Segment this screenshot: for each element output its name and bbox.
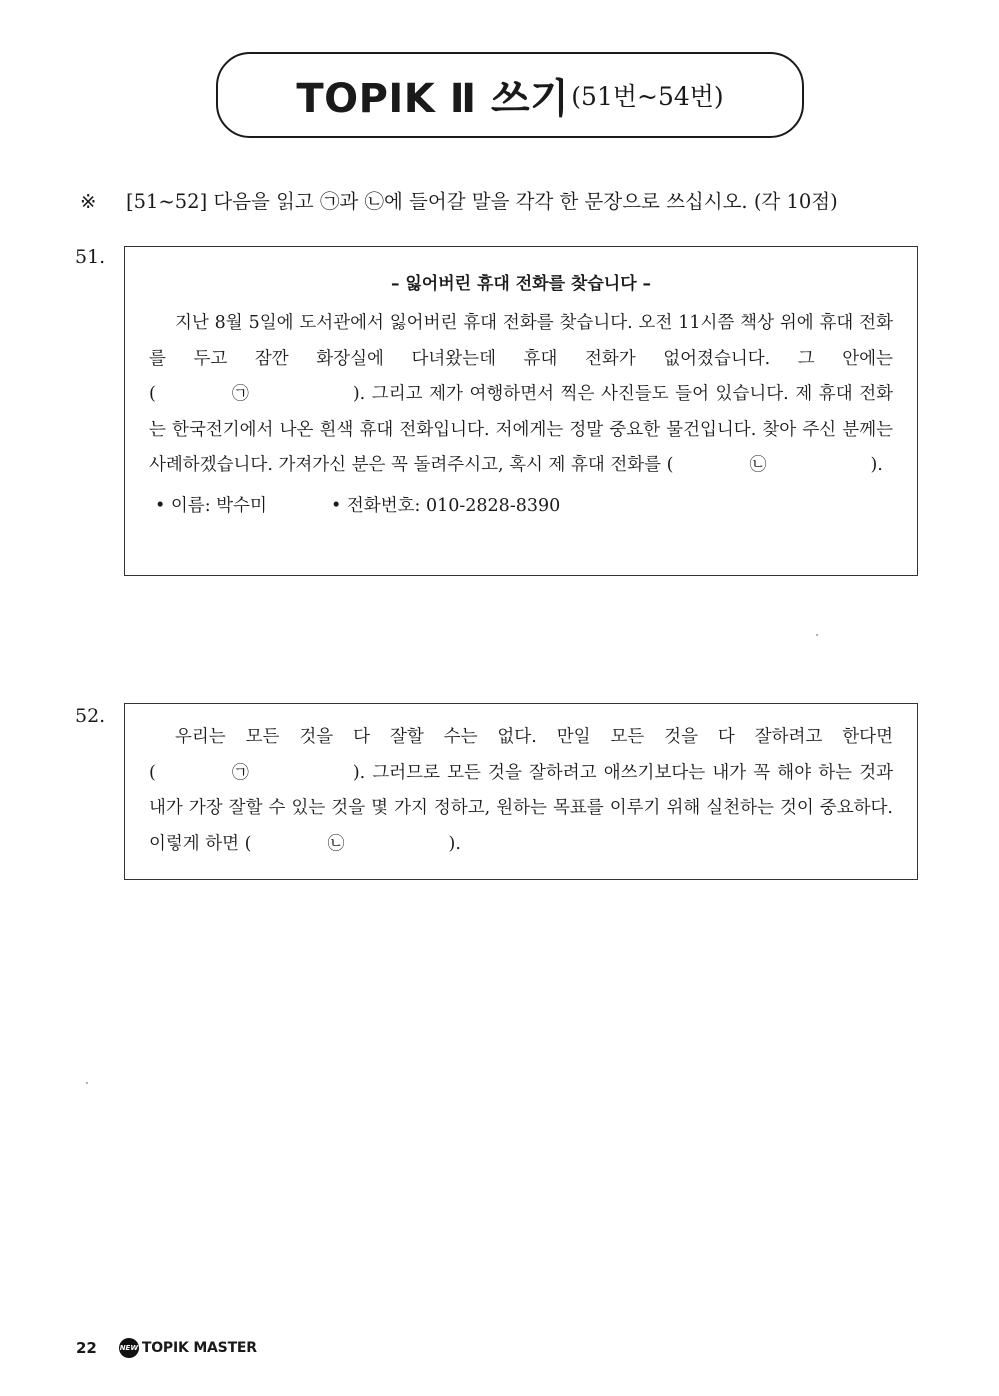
instruction-text: [51~52] 다음을 읽고 ㉠과 ㉡에 들어갈 말을 각각 한 문장으로 쓰십시오. (각 10점) bbox=[126, 190, 838, 213]
blank-1: ( ㉠ ) bbox=[149, 384, 360, 404]
passage-body bbox=[149, 720, 893, 862]
blank-marker-1: ㉠ bbox=[231, 384, 249, 404]
blank-1: ( ㉠ ) bbox=[149, 762, 360, 783]
contact-name: • 이름: 박수미 bbox=[155, 495, 267, 516]
title-box bbox=[216, 52, 804, 138]
scan-speck bbox=[86, 1082, 88, 1084]
new-badge-icon: NEW bbox=[119, 1338, 139, 1358]
passage-text-b: . 그러므로 모든 것을 잘하려고 애쓰기보다는 내가 꼭 해야 하는 것과 내가 가장 잘할 수 있는 것을 몇 가지 정하고, 원하는 목표를 이루기 위해 실천하는 것이 중요하다. 이렇게 하면 bbox=[149, 762, 893, 854]
blank-2: ( ㉡ ) bbox=[666, 455, 878, 475]
instruction bbox=[80, 186, 910, 214]
notice-text-b: . 그리고 제가 여행하면서 찍은 사진들도 들어 있습니다. 제 휴대 전화는 한국전기에서 나온 흰색 휴대 전화입니다. 저에게는 정말 중요한 물건입니다. 찾아 주신 분께는 사례하겠습니다. 가져가신 분은 꼭 돌려주시고, 혹시 제 휴대 전화를 bbox=[149, 384, 893, 475]
notice-body bbox=[149, 306, 893, 484]
reference-mark: ※ bbox=[80, 190, 97, 213]
notice-text-c: . bbox=[877, 455, 883, 475]
passage-text-a: 우리는 모든 것을 다 잘할 수는 없다. 만일 모든 것을 다 잘하려고 한다면 bbox=[175, 727, 893, 747]
blank-marker-2: ㉡ bbox=[749, 455, 767, 475]
question-range: (51번~54번) bbox=[571, 82, 724, 111]
scan-speck bbox=[816, 634, 818, 636]
notice-title: – 잃어버린 휴대 전화를 찾습니다 – bbox=[390, 274, 652, 294]
contact-info bbox=[149, 492, 893, 517]
page-number: 22 bbox=[76, 1339, 97, 1357]
passage-text-c: . bbox=[455, 833, 461, 854]
blank-marker-1: ㉠ bbox=[231, 762, 249, 783]
page-title: TOPIK Ⅱ 쓰기 bbox=[296, 75, 570, 122]
question-number-51: 51. bbox=[75, 246, 106, 268]
notice-text-a: 지난 8월 5일에 도서관에서 잃어버린 휴대 전화를 찾습니다. 오전 11시쯤 책상 위에 휴대 전화를 두고 잠깐 화장실에 다녀왔는데 휴대 전화가 없어졌습니다. 그 안에는 bbox=[149, 313, 893, 369]
contact-phone: • 전화번호: 010-2828-8390 bbox=[331, 495, 561, 516]
question-number-52: 52. bbox=[75, 705, 106, 727]
footer bbox=[76, 1338, 257, 1358]
blank-2: ( ㉡ ) bbox=[244, 833, 456, 854]
question-box-51 bbox=[124, 246, 918, 576]
brand-logo: TOPIK MASTER bbox=[141, 1340, 257, 1356]
question-box-52 bbox=[124, 703, 918, 880]
blank-marker-2: ㉡ bbox=[327, 833, 345, 854]
